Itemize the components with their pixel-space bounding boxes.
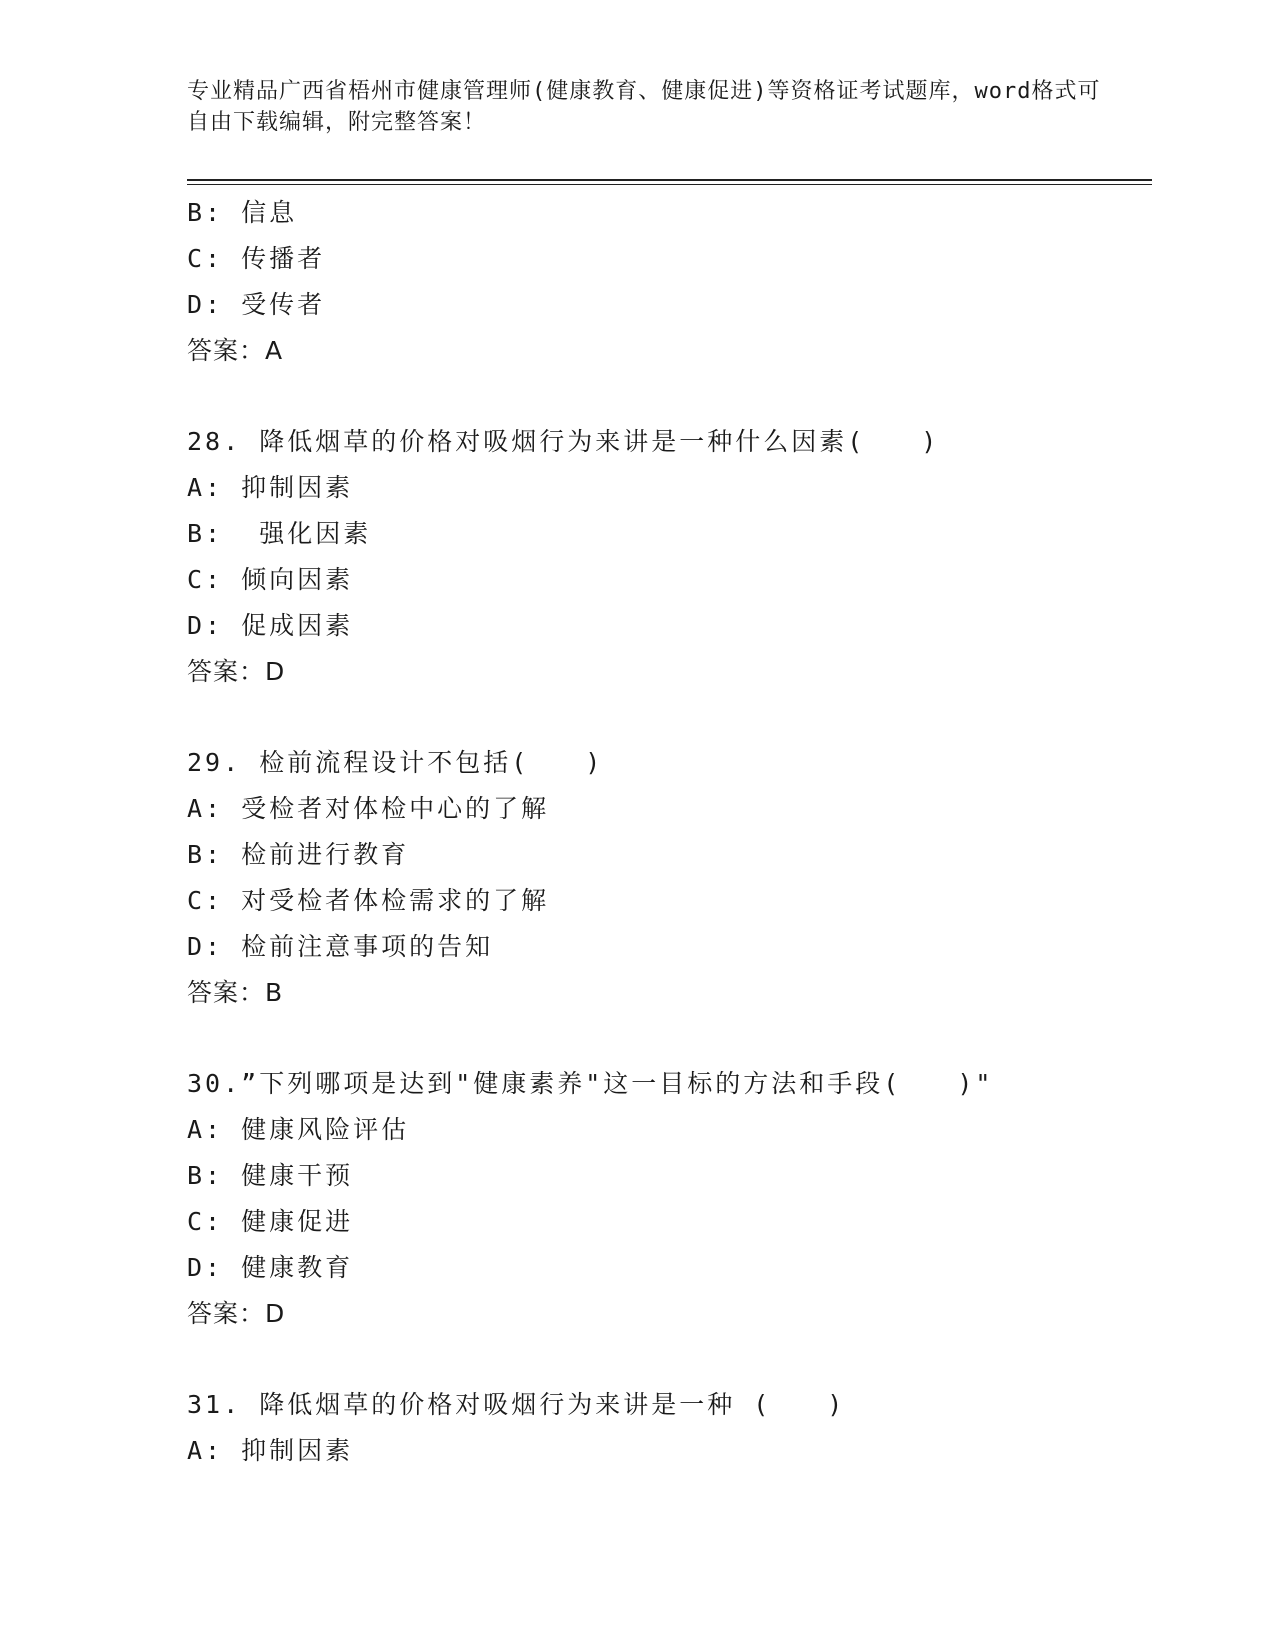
answer-line: 答案：D: [187, 1299, 286, 1328]
option-d: D: 促成因素: [187, 611, 354, 640]
spacer: [187, 374, 1152, 419]
question-block-prev: [187, 190, 1152, 374]
header-text: 专业精品广西省梧州市健康管理师(健康教育、健康促进)等资格证考试题库，word格式可自由下载编辑，附完整答案！: [187, 79, 1101, 135]
option-b: B: 健康干预: [187, 1161, 354, 1190]
option-c: C: 倾向因素: [187, 565, 354, 594]
option-a: A: 健康风险评估: [187, 1115, 410, 1144]
answer-line: 答案：A: [187, 336, 284, 365]
question-block-28: [187, 419, 1152, 695]
answer-line: 答案：D: [187, 657, 286, 686]
question-title: 30.”下列哪项是达到"健康素养"这一目标的方法和手段( )": [187, 1069, 994, 1098]
option-d: D: 受传者: [187, 290, 326, 319]
option-a: A: 抑制因素: [187, 1436, 354, 1465]
question-block-30: [187, 1061, 1152, 1337]
question-list: [187, 190, 1152, 1474]
option-a: A: 受检者对体检中心的了解: [187, 794, 550, 823]
header-divider-thin: [187, 184, 1152, 185]
option-b: B: 信息: [187, 198, 298, 227]
header-divider-thick: [187, 179, 1152, 181]
spacer: [187, 695, 1152, 740]
option-c: C: 健康促进: [187, 1207, 354, 1236]
question-title: 29. 检前流程设计不包括( ): [187, 748, 604, 777]
option-b: B: 强化因素: [187, 519, 372, 548]
spacer: [187, 1337, 1152, 1382]
question-block-29: [187, 740, 1152, 1016]
option-d: D: 检前注意事项的告知: [187, 932, 494, 961]
question-title: 31. 降低烟草的价格对吸烟行为来讲是一种 ( ): [187, 1390, 846, 1419]
question-block-31: [187, 1382, 1152, 1474]
option-b: B: 检前进行教育: [187, 840, 410, 869]
option-c: C: 对受检者体检需求的了解: [187, 886, 550, 915]
answer-line: 答案：B: [187, 978, 284, 1007]
question-title: 28. 降低烟草的价格对吸烟行为来讲是一种什么因素( ): [187, 427, 940, 456]
option-c: C: 传播者: [187, 244, 326, 273]
option-a: A: 抑制因素: [187, 473, 354, 502]
option-d: D: 健康教育: [187, 1253, 354, 1282]
spacer: [187, 1016, 1152, 1061]
